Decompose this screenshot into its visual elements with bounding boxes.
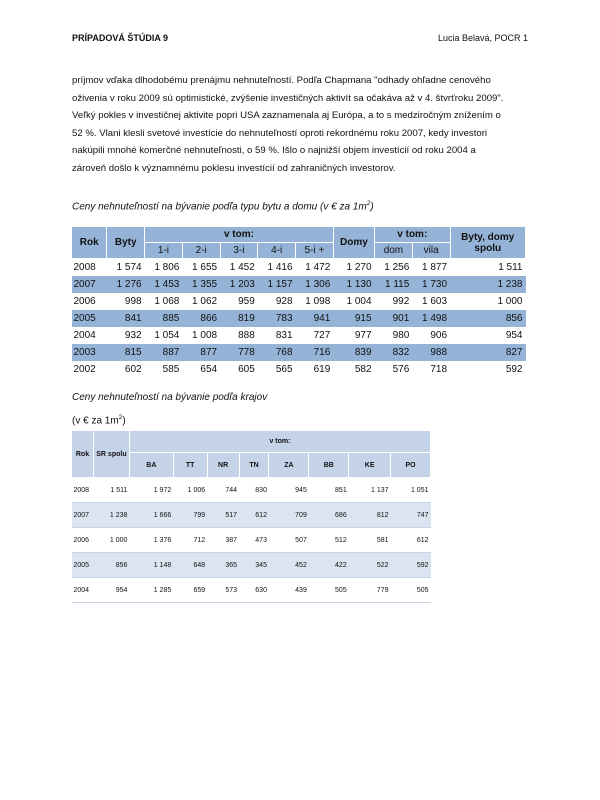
year-cell: 2007 xyxy=(72,503,94,528)
value-cell: 1 256 xyxy=(384,262,410,273)
value-cell: 1 355 xyxy=(182,276,220,293)
value-cell: 885 xyxy=(145,310,183,327)
table-row xyxy=(72,478,431,503)
value-cell: 716 xyxy=(296,344,334,361)
table-prices-by-region xyxy=(71,430,431,603)
header-domy: Domy xyxy=(333,227,374,259)
value-cell: 980 xyxy=(392,330,410,341)
year-cell: 2005 xyxy=(72,310,107,327)
value-cell: 605 xyxy=(238,364,255,375)
subheader-rooms: 4-i xyxy=(258,243,296,259)
value-cell: 915 xyxy=(333,310,374,327)
value-cell: 1 062 xyxy=(192,296,218,307)
year-cell: 2002 xyxy=(73,364,96,375)
year-cell: 2003 xyxy=(72,344,107,361)
year-cell: 2004 xyxy=(73,330,96,341)
value-cell: 1 051 xyxy=(391,478,431,503)
value-cell: 827 xyxy=(450,344,525,361)
subheader-rooms: 1-i xyxy=(145,243,183,259)
paragraph-line: zároveň došlo k významnému poklesu investícií od zahraničných investorov. xyxy=(72,162,396,174)
value-cell: 727 xyxy=(313,330,331,341)
value-cell: 747 xyxy=(391,503,431,528)
value-cell: 988 xyxy=(412,344,450,361)
value-cell: 831 xyxy=(275,330,293,341)
value-cell: 1 972 xyxy=(129,478,173,503)
subheader-region: NR xyxy=(207,453,239,478)
value-cell: 744 xyxy=(207,478,239,503)
value-cell: 1 376 xyxy=(129,528,173,553)
value-cell: 612 xyxy=(239,503,269,528)
value-cell: 1 008 xyxy=(192,330,218,341)
year-cell: 2008 xyxy=(72,478,94,503)
value-cell: 1 098 xyxy=(305,296,331,307)
value-cell: 592 xyxy=(505,364,523,375)
header-byty: Byty xyxy=(107,227,145,259)
author-label: Lucia Belavá, POCR 1 xyxy=(437,33,528,43)
subheader-rooms: 2-i xyxy=(182,243,220,259)
value-cell: 452 xyxy=(269,553,309,578)
value-cell: 877 xyxy=(182,344,220,361)
value-cell: 576 xyxy=(392,364,410,375)
year-cell: 2004 xyxy=(72,578,94,603)
table-row xyxy=(72,553,431,578)
value-cell: 887 xyxy=(145,344,183,361)
value-cell: 1 004 xyxy=(346,296,372,307)
value-cell: 888 xyxy=(238,330,255,341)
value-cell: 1 115 xyxy=(375,276,413,293)
value-cell: 1 000 xyxy=(497,296,523,307)
value-cell: 659 xyxy=(173,578,207,603)
paragraph-line: nakúpili mnohé komerčné nehnuteľnosti, o 59 %. Išlo o najnižší objem investícií od roku 2004 a xyxy=(72,145,476,156)
value-cell: 1 148 xyxy=(129,553,173,578)
value-cell: 387 xyxy=(207,528,239,553)
value-cell: 718 xyxy=(430,364,448,375)
value-cell: 783 xyxy=(258,310,296,327)
value-cell: 1 603 xyxy=(421,296,448,307)
value-cell: 778 xyxy=(220,344,258,361)
value-cell: 1 574 xyxy=(116,262,142,273)
value-cell: 1 276 xyxy=(107,276,145,293)
value-cell: 1 306 xyxy=(296,276,334,293)
value-cell: 977 xyxy=(354,330,372,341)
value-cell: 928 xyxy=(275,296,293,307)
paragraph-line: 52 %. Vlani klesli svetové investície do nehnuteľností oproti rekordnému roku 2007, kedy investori xyxy=(72,127,488,139)
header-spolu: Byty, domy spolu xyxy=(450,227,525,259)
table-row xyxy=(72,310,526,327)
value-cell: 901 xyxy=(375,310,413,327)
value-cell: 648 xyxy=(173,553,207,578)
table2-caption: Ceny nehnuteľností na bývanie podľa krajov xyxy=(72,392,268,403)
value-cell: 779 xyxy=(349,578,391,603)
value-cell: 573 xyxy=(207,578,239,603)
table-row xyxy=(72,259,526,277)
table2-unit-note: (v € za $1m^2$) xyxy=(72,414,126,427)
value-cell: 815 xyxy=(107,344,145,361)
header-v-tom: v tom: xyxy=(129,431,430,453)
subheader-region: BB xyxy=(309,453,349,478)
value-cell: 841 xyxy=(107,310,145,327)
value-cell: 630 xyxy=(239,578,269,603)
value-cell: 439 xyxy=(269,578,309,603)
table-row xyxy=(72,503,431,528)
header-sr-spolu: SR spolu xyxy=(93,431,129,478)
value-cell: 992 xyxy=(392,296,410,307)
value-cell: 1 453 xyxy=(145,276,183,293)
table-row xyxy=(72,361,526,378)
value-cell: 851 xyxy=(309,478,349,503)
table-row xyxy=(72,344,526,361)
value-cell: 1 498 xyxy=(412,310,450,327)
value-cell: 345 xyxy=(239,553,269,578)
paragraph-line: Veľký pokles v investičnej aktivite popri USA zaznamenala aj Európa, a to s medziročným znížením o xyxy=(72,110,501,121)
value-cell: 654 xyxy=(200,364,218,375)
value-cell: 768 xyxy=(258,344,296,361)
value-cell: 1 511 xyxy=(498,262,523,273)
value-cell: 507 xyxy=(269,528,309,553)
value-cell: 619 xyxy=(313,364,331,375)
value-cell: 1 270 xyxy=(346,262,372,273)
subheader-region: PO xyxy=(391,453,431,478)
value-cell: 1 452 xyxy=(229,262,255,273)
value-cell: 856 xyxy=(93,553,129,578)
value-cell: 517 xyxy=(207,503,239,528)
document-title: PRÍPADOVÁ ŠTÚDIA 9 xyxy=(72,33,169,43)
value-cell: 1 730 xyxy=(412,276,450,293)
subheader-rooms: 3-i xyxy=(220,243,258,259)
subheader-region: KE xyxy=(349,453,391,478)
table-row xyxy=(72,578,431,603)
value-cell: 866 xyxy=(182,310,220,327)
value-cell: 365 xyxy=(207,553,239,578)
table-row xyxy=(72,528,431,553)
value-cell: 612 xyxy=(391,528,431,553)
value-cell: 998 xyxy=(124,296,142,307)
value-cell: 1 006 xyxy=(173,478,207,503)
value-cell: 1 157 xyxy=(258,276,296,293)
value-cell: 1 877 xyxy=(421,262,448,273)
subheader-region: TN xyxy=(239,453,269,478)
value-cell: 1 130 xyxy=(333,276,374,293)
value-cell: 505 xyxy=(309,578,349,603)
value-cell: 581 xyxy=(349,528,391,553)
subheader-region: BA xyxy=(129,453,173,478)
table-row xyxy=(72,293,526,310)
value-cell: 686 xyxy=(309,503,349,528)
value-cell: 1 655 xyxy=(192,262,218,273)
paragraph-line: oživenia v roku 2009 sú optimistické, zvýšenie investičných aktivít sa očakáva až v 4. štvrťroku 2009". xyxy=(72,92,504,104)
value-cell: 954 xyxy=(93,578,129,603)
value-cell: 1 203 xyxy=(220,276,258,293)
value-cell: 512 xyxy=(309,528,349,553)
subheader-region: TT xyxy=(173,453,207,478)
value-cell: 1 511 xyxy=(93,478,129,503)
value-cell: 856 xyxy=(450,310,525,327)
header-rok: Rok xyxy=(72,227,107,259)
table-prices-by-type xyxy=(71,226,526,378)
value-cell: 709 xyxy=(269,503,309,528)
value-cell: 799 xyxy=(173,503,207,528)
value-cell: 1 285 xyxy=(129,578,173,603)
value-cell: 1 416 xyxy=(267,262,293,273)
value-cell: 839 xyxy=(333,344,374,361)
value-cell: 1 054 xyxy=(154,330,180,341)
value-cell: 954 xyxy=(505,330,523,341)
value-cell: 505 xyxy=(391,578,431,603)
year-cell: 2008 xyxy=(73,262,96,273)
value-cell: 1 806 xyxy=(154,262,180,273)
value-cell: 906 xyxy=(430,330,448,341)
value-cell: 1 666 xyxy=(129,503,173,528)
year-cell: 2005 xyxy=(72,553,94,578)
value-cell: 585 xyxy=(162,364,180,375)
value-cell: 1 137 xyxy=(349,478,391,503)
year-cell: 2007 xyxy=(72,276,107,293)
value-cell: 941 xyxy=(296,310,334,327)
value-cell: 473 xyxy=(239,528,269,553)
header-rok: Rok xyxy=(72,431,94,478)
value-cell: 830 xyxy=(239,478,269,503)
value-cell: 1 472 xyxy=(305,262,331,273)
value-cell: 422 xyxy=(309,553,349,578)
paragraph-line: príjmov vďaka dlhodobému prenájmu nehnuteľností. Podľa Chapmana "odhady ohľadne cenového xyxy=(72,75,491,86)
value-cell: 1 238 xyxy=(450,276,525,293)
subheader-house-type: dom xyxy=(375,243,413,259)
value-cell: 945 xyxy=(269,478,309,503)
value-cell: 712 xyxy=(173,528,207,553)
value-cell: 812 xyxy=(349,503,391,528)
value-cell: 565 xyxy=(275,364,293,375)
year-cell: 2006 xyxy=(73,296,96,307)
value-cell: 819 xyxy=(220,310,258,327)
value-cell: 602 xyxy=(124,364,142,375)
header-v-tom: v tom: xyxy=(145,227,334,243)
year-cell: 2006 xyxy=(72,528,94,553)
value-cell: 582 xyxy=(354,364,372,375)
table-row xyxy=(72,327,526,344)
table-row xyxy=(72,276,526,293)
value-cell: 832 xyxy=(375,344,413,361)
value-cell: 1 068 xyxy=(154,296,180,307)
body-paragraph xyxy=(72,72,529,177)
subheader-house-type: vila xyxy=(412,243,450,259)
value-cell: 1 238 xyxy=(93,503,129,528)
value-cell: 959 xyxy=(238,296,255,307)
table1-caption: Ceny nehnuteľností na bývanie podľa typu bytu a domu (v € za $1m^2$) xyxy=(72,200,374,213)
header-v-tom-2: v tom: xyxy=(375,227,450,243)
value-cell: 522 xyxy=(349,553,391,578)
subheader-rooms: 5-i + xyxy=(296,243,334,259)
value-cell: 932 xyxy=(124,330,142,341)
value-cell: 1 000 xyxy=(93,528,129,553)
value-cell: 592 xyxy=(391,553,431,578)
subheader-region: ZA xyxy=(269,453,309,478)
